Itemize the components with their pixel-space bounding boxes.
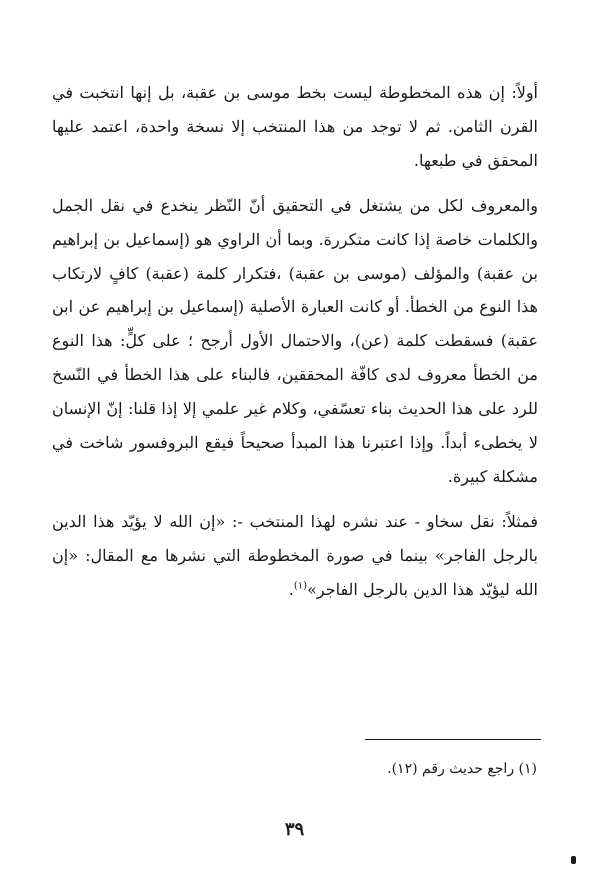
paragraph-3-text: فمثلاً: نقل سخاو - عند نشره لهذا المنتخب -: «إن الله لا يؤيّد هذا الدين بالرجل الفاجر» بينما في صورة المخطوطة التي نشرها مع المقال: «إن الله ليؤيّد هذا الدين بالرجل الفاجر»	[52, 511, 538, 599]
footnote-reference: (١)	[293, 580, 308, 592]
paragraph-3: فمثلاً: نقل سخاو - عند نشره لهذا المنتخب -: «إن الله لا يؤيّد هذا الدين بالرجل الفاجر» بينما في صورة المخطوطة التي نشرها مع المقال: «إن الله ليؤيّد هذا الدين بالرجل الفاجر»$^{(١)}$.	[52, 511, 538, 599]
footnote-separator	[365, 739, 541, 740]
page-number: ٣٩	[284, 819, 305, 840]
paragraph-1: أولاً: إن هذه المخطوطة ليست بخط موسى بن عقبة، بل إنها انتخبت في القرن الثامن. ثم لا توجد من هذا المنتخب إلا نسخة واحدة، اعتمد عليها المحقق في طبعها.	[52, 83, 538, 170]
body-text	[52, 76, 538, 607]
paragraph-2: والمعروف لكل من يشتغل في التحقيق أنّ النّظر ينخدع في نقل الجمل والكلمات خاصة إذا كانت متكررة. وبما أن الراوي هو (إسماعيل بن إبراهيم بن عقبة) والمؤلف (موسى بن عقبة) ،فتكرار كلمة (عقبة) كافٍ لارتكاب هذا النوع من الخطأ. أو كانت العبارة الأصلية (إسماعيل بن إبراهيم عن ابن عقبة) فسقطت كلمة (عن)، والاحتمال الأول أرجح ؛ على كلٍّ: هذا النوع من الخطأ معروف لدى كافّة المحققين، فالبناء على هذا الخطأ في النّسخ للرد على هذا الحديث بناء تعسّفي، وكلام غير علمي إلا إذا قلنا: إنّ الإنسان لا يخطىء أبداً. وإذا اعتبرنا هذا المبدأ صحيحاً فيقع البروفسور شاخت في مشكلة كبيرة.	[52, 195, 539, 486]
scan-edge-mark	[571, 856, 576, 864]
footnote: (١) راجع حديث رقم (١٢).	[387, 761, 537, 777]
